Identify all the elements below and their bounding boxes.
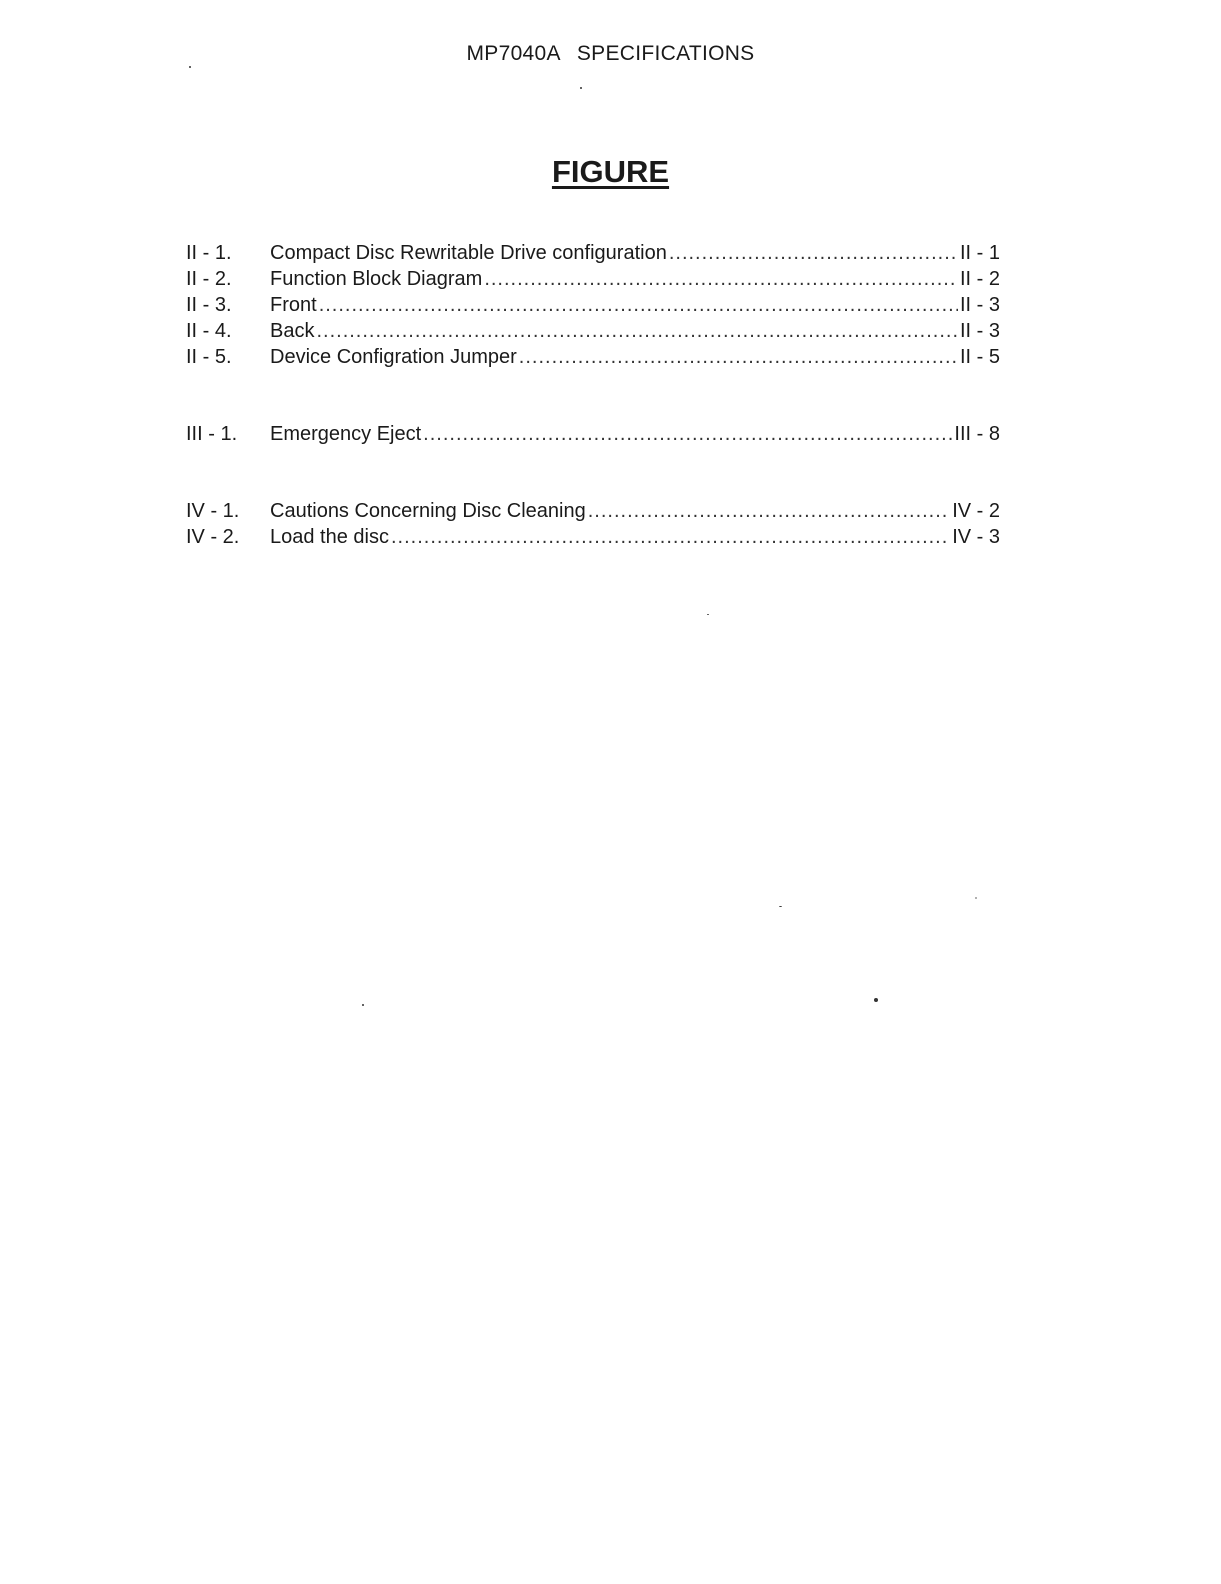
toc-entry xyxy=(186,526,1000,552)
toc-entry-number: III - 1. xyxy=(186,423,238,445)
toc-entry-title: Load the disc xyxy=(270,526,389,548)
toc-entry-page: II - 2 xyxy=(959,268,1000,290)
toc-group-iv xyxy=(186,500,1000,552)
toc-entry-page: II - 1 xyxy=(959,242,1000,264)
toc-entry-title: Cautions Concerning Disc Cleaning xyxy=(270,500,586,522)
toc-entry-title: Front xyxy=(270,294,317,316)
toc-entry xyxy=(186,423,1000,449)
toc-entry xyxy=(186,268,1000,294)
toc-entry xyxy=(186,242,1000,268)
toc-entry-number: IV - 1. xyxy=(186,500,240,522)
toc-entry-number: II - 1. xyxy=(186,242,232,264)
toc-dot-leader xyxy=(669,242,958,265)
toc-entry-number: II - 5. xyxy=(186,346,232,368)
toc-entry-page: IV - 2 xyxy=(952,500,1000,522)
toc-group-iii xyxy=(186,423,1000,449)
toc-dot-leader xyxy=(316,320,958,343)
header-section: SPECIFICATIONS xyxy=(576,42,755,65)
toc-entry-page: II - 3 xyxy=(959,294,1000,316)
toc-dot-leader xyxy=(519,346,958,369)
scan-speck xyxy=(779,906,782,907)
scan-speck xyxy=(189,66,191,68)
toc-entry-title: Emergency Eject xyxy=(270,423,422,445)
scan-speck xyxy=(580,87,582,89)
toc-entry-title: Back xyxy=(270,320,315,342)
toc-entry-page: III - 8 xyxy=(954,423,1000,445)
toc-entry-title: Function Block Diagram xyxy=(270,268,483,290)
toc-group-ii xyxy=(186,242,1000,372)
toc-entry-number: II - 3. xyxy=(186,294,232,316)
toc-dot-leader xyxy=(423,423,952,446)
header-model: MP7040A xyxy=(466,42,561,65)
toc-entry-number: II - 4. xyxy=(186,320,232,342)
scan-speck xyxy=(707,614,709,615)
scan-speck xyxy=(362,1004,364,1006)
toc-entry-page: IV - 3 xyxy=(952,526,1000,548)
toc-entry-title: Device Configration Jumper xyxy=(270,346,517,368)
toc-entry-title: Compact Disc Rewritable Drive configuration xyxy=(270,242,667,264)
scan-speck xyxy=(975,897,977,899)
page-header xyxy=(0,42,1221,66)
toc-entry xyxy=(186,320,1000,346)
scan-speck xyxy=(874,998,878,1002)
toc-entry xyxy=(186,500,1000,526)
toc-entry-page: II - 3 xyxy=(959,320,1000,342)
toc-dot-leader xyxy=(484,268,958,291)
toc-dot-leader xyxy=(319,294,958,317)
toc-entry-number: II - 2. xyxy=(186,268,232,290)
toc-dot-leader xyxy=(391,526,950,549)
toc-entry-page: II - 5 xyxy=(959,346,1000,368)
toc-entry xyxy=(186,294,1000,320)
toc-entry-number: IV - 2. xyxy=(186,526,240,548)
toc-dot-leader xyxy=(588,500,950,523)
page-title: FIGURE xyxy=(551,154,670,189)
toc-entry xyxy=(186,346,1000,372)
